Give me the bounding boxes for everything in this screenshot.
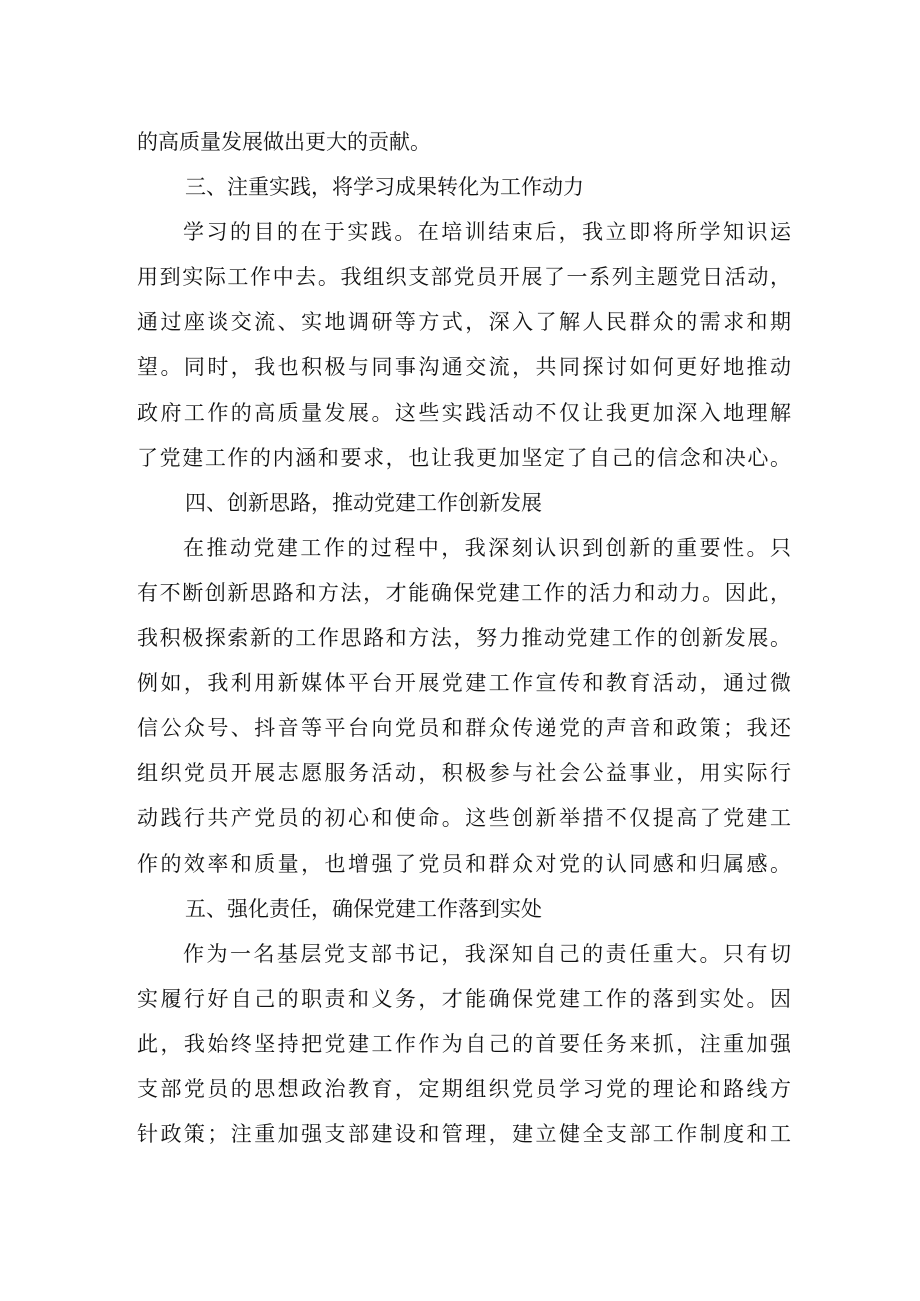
section-3-line: 通过座谈交流、实地调研等方式，深入了解人民群众的需求和期 [137,310,791,335]
section-5-line: 支部党员的思想政治教育，定期组织党员学习党的理论和路线方 [137,1076,791,1101]
section-3-line: 学习的目的在于实践。在培训结束后，我立即将所学知识运 [183,220,791,245]
section-4-line: 动践行共产党员的初心和使命。这些创新举措不仅提高了党建工 [137,806,791,831]
section-4-line: 作的效率和质量，也增强了党员和群众对党的认同感和归属感。 [137,851,791,876]
section-4-heading: 四、创新思路，推动党建工作创新发展 [185,490,542,515]
section-5-heading: 五、强化责任，确保党建工作落到实处 [185,896,542,921]
section-4-line: 有不断创新思路和方法，才能确保党建工作的活力和动力。因此， [137,580,791,605]
section-5-line: 实履行好自己的职责和义务，才能确保党建工作的落到实处。因 [137,986,791,1011]
section-3-line: 望。同时，我也积极与同事沟通交流，共同探讨如何更好地推动 [137,355,791,380]
section-4-line: 我积极探索新的工作思路和方法，努力推动党建工作的创新发展。 [137,626,791,651]
section-4-line: 在推动党建工作的过程中，我深刻认识到创新的重要性。只 [183,535,791,560]
section-3-line: 政府工作的高质量发展。这些实践活动不仅让我更加深入地理解 [137,400,791,425]
section-4-line: 组织党员开展志愿服务活动，积极参与社会公益事业，用实际行 [137,761,791,786]
section-3-line: 用到实际工作中去。我组织支部党员开展了一系列主题党日活动， [137,265,791,290]
section-3-heading: 三、注重实践，将学习成果转化为工作动力 [185,175,584,200]
section-4-line: 信公众号、抖音等平台向党员和群众传递党的声音和政策；我还 [137,716,791,741]
section-5-line: 针政策；注重加强支部建设和管理，建立健全支部工作制度和工 [137,1122,791,1147]
section-5-line: 此，我始终坚持把党建工作作为自己的首要任务来抓，注重加强 [137,1031,791,1056]
section-3-line: 了党建工作的内涵和要求，也让我更加坚定了自己的信念和决心。 [137,445,791,470]
opening-fragment: 的高质量发展做出更大的贡献。 [137,130,431,154]
section-5-line: 作为一名基层党支部书记，我深知自己的责任重大。只有切 [183,941,791,966]
document-page [137,120,791,1157]
section-4-line: 例如，我利用新媒体平台开展党建工作宣传和教育活动，通过微 [137,671,791,696]
